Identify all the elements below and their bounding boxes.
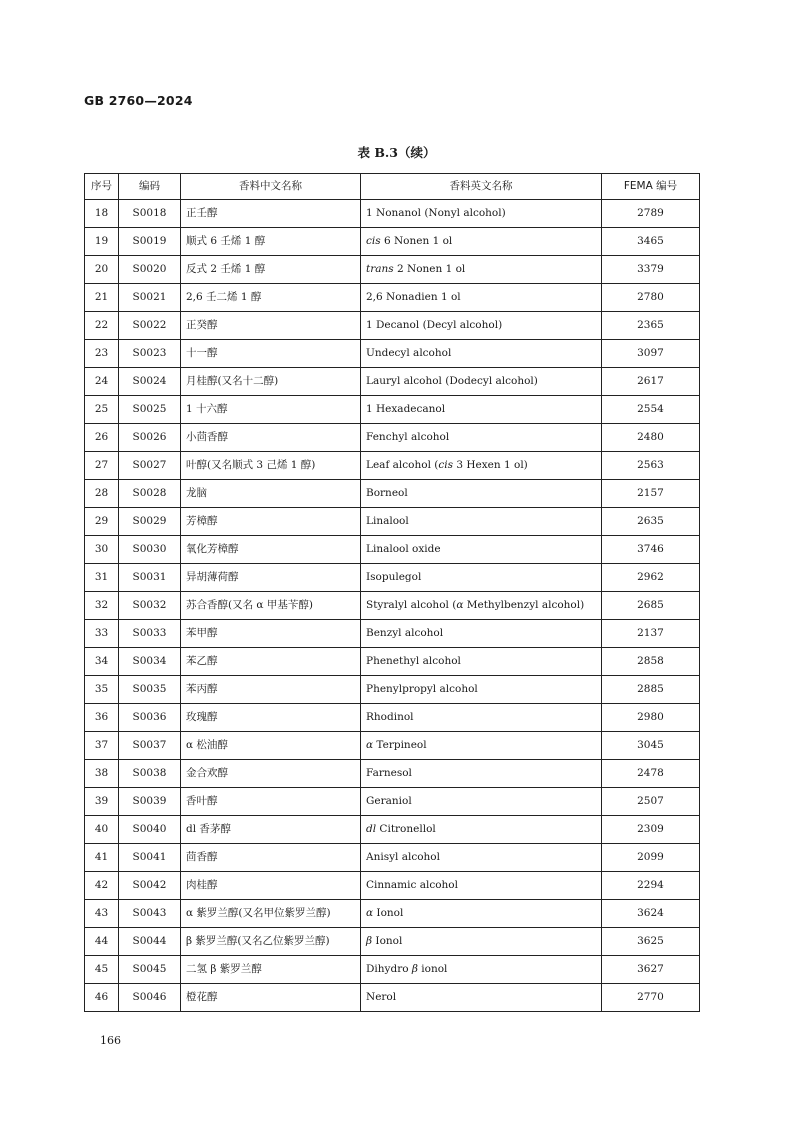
row-number: 44 (85, 928, 119, 956)
row-number: 27 (85, 452, 119, 480)
row-code: S0021 (119, 284, 181, 312)
english-name-segment: Styralyl alcohol ( (366, 599, 457, 611)
row-chinese-name: 1 十六醇 (181, 396, 361, 424)
row-chinese-name: 小茴香醇 (181, 424, 361, 452)
row-chinese-name: 肉桂醇 (181, 872, 361, 900)
row-number: 40 (85, 816, 119, 844)
row-chinese-name: 叶醇(又名顺式 3 己烯 1 醇) (181, 452, 361, 480)
english-name-segment: cis (438, 459, 454, 471)
row-number: 43 (85, 900, 119, 928)
row-english-name (361, 312, 602, 340)
row-fema-number: 2885 (602, 676, 700, 704)
row-number: 34 (85, 648, 119, 676)
table-row (85, 620, 700, 648)
standard-code: GB 2760—2024 (84, 93, 193, 108)
row-fema-number: 3097 (602, 340, 700, 368)
col-header-fema: FEMA 编号 (602, 174, 700, 200)
table-row (85, 648, 700, 676)
row-chinese-name: 苯甲醇 (181, 620, 361, 648)
table-row (85, 956, 700, 984)
row-chinese-name: 反式 2 壬烯 1 醇 (181, 256, 361, 284)
row-fema-number: 2507 (602, 788, 700, 816)
row-number: 45 (85, 956, 119, 984)
row-fema-number: 2294 (602, 872, 700, 900)
row-english-name (361, 452, 602, 480)
table-row (85, 760, 700, 788)
table-title: 表 B.3（续） (357, 145, 436, 160)
row-english-name (361, 648, 602, 676)
row-fema-number: 3625 (602, 928, 700, 956)
row-code: S0034 (119, 648, 181, 676)
row-chinese-name: 正癸醇 (181, 312, 361, 340)
row-code: S0037 (119, 732, 181, 760)
row-number: 30 (85, 536, 119, 564)
table-row (85, 536, 700, 564)
row-chinese-name: 苯丙醇 (181, 676, 361, 704)
row-english-name (361, 844, 602, 872)
english-name-segment: Dihydro (366, 963, 412, 975)
row-number: 31 (85, 564, 119, 592)
english-name-segment: α (366, 739, 374, 751)
table-row (85, 564, 700, 592)
row-chinese-name: 龙脑 (181, 480, 361, 508)
row-english-name (361, 424, 602, 452)
english-name-segment: β (366, 935, 373, 947)
english-name-segment: Geraniol (366, 795, 412, 807)
english-name-segment: Ionol (372, 935, 403, 947)
row-number: 20 (85, 256, 119, 284)
english-name-segment: Leaf alcohol ( (366, 459, 439, 471)
row-number: 28 (85, 480, 119, 508)
english-name-segment: Rhodinol (366, 711, 414, 723)
row-code: S0025 (119, 396, 181, 424)
row-english-name (361, 676, 602, 704)
row-chinese-name: 茴香醇 (181, 844, 361, 872)
row-number: 23 (85, 340, 119, 368)
row-code: S0018 (119, 200, 181, 228)
table-row (85, 312, 700, 340)
row-number: 41 (85, 844, 119, 872)
row-english-name (361, 900, 602, 928)
row-code: S0040 (119, 816, 181, 844)
row-english-name (361, 256, 602, 284)
table-row (85, 284, 700, 312)
english-name-segment: 1 Nonanol (Nonyl alcohol) (366, 207, 506, 219)
flavor-table (84, 173, 700, 1012)
row-fema-number: 3627 (602, 956, 700, 984)
table-row (85, 900, 700, 928)
row-number: 38 (85, 760, 119, 788)
row-fema-number: 2617 (602, 368, 700, 396)
row-number: 35 (85, 676, 119, 704)
col-header-english-name: 香料英文名称 (361, 174, 602, 200)
row-fema-number: 2365 (602, 312, 700, 340)
col-header-code: 编码 (119, 174, 181, 200)
table-row (85, 424, 700, 452)
row-english-name (361, 200, 602, 228)
row-chinese-name: α 松油醇 (181, 732, 361, 760)
row-code: S0035 (119, 676, 181, 704)
english-name-segment: 3 Hexen 1 ol) (453, 459, 528, 471)
row-english-name (361, 984, 602, 1012)
row-english-name (361, 480, 602, 508)
row-chinese-name: dl 香茅醇 (181, 816, 361, 844)
row-code: S0029 (119, 508, 181, 536)
row-chinese-name: 苯乙醇 (181, 648, 361, 676)
row-fema-number: 2099 (602, 844, 700, 872)
row-code: S0036 (119, 704, 181, 732)
row-code: S0026 (119, 424, 181, 452)
english-name-segment: Ionol (373, 907, 404, 919)
row-english-name (361, 564, 602, 592)
row-chinese-name: 顺式 6 壬烯 1 醇 (181, 228, 361, 256)
row-code: S0043 (119, 900, 181, 928)
row-fema-number: 3045 (602, 732, 700, 760)
row-english-name (361, 508, 602, 536)
row-fema-number: 2780 (602, 284, 700, 312)
row-code: S0031 (119, 564, 181, 592)
table-row (85, 200, 700, 228)
row-fema-number: 2480 (602, 424, 700, 452)
english-name-segment: Farnesol (366, 767, 412, 779)
row-english-name (361, 816, 602, 844)
row-fema-number: 2962 (602, 564, 700, 592)
english-name-segment: trans (366, 263, 394, 275)
table-row (85, 788, 700, 816)
row-chinese-name: 苏合香醇(又名 α 甲基苄醇) (181, 592, 361, 620)
row-chinese-name: 金合欢醇 (181, 760, 361, 788)
row-fema-number: 2478 (602, 760, 700, 788)
english-name-segment: α (366, 907, 374, 919)
row-fema-number: 2309 (602, 816, 700, 844)
row-english-name (361, 396, 602, 424)
row-code: S0024 (119, 368, 181, 396)
table-row (85, 928, 700, 956)
row-number: 22 (85, 312, 119, 340)
english-name-segment: 1 Decanol (Decyl alcohol) (366, 319, 503, 331)
row-number: 46 (85, 984, 119, 1012)
table-row (85, 452, 700, 480)
english-name-segment: Anisyl alcohol (366, 851, 440, 863)
english-name-segment: Benzyl alcohol (366, 627, 444, 639)
english-name-segment: Fenchyl alcohol (366, 431, 450, 443)
row-code: S0045 (119, 956, 181, 984)
row-english-name (361, 788, 602, 816)
row-fema-number: 3465 (602, 228, 700, 256)
row-fema-number: 2554 (602, 396, 700, 424)
english-name-segment: 2 Nonen 1 ol (393, 263, 466, 275)
row-number: 18 (85, 200, 119, 228)
page-number: 166 (100, 1034, 121, 1047)
row-fema-number: 2685 (602, 592, 700, 620)
table-row (85, 340, 700, 368)
english-name-segment: Phenethyl alcohol (366, 655, 461, 667)
row-number: 37 (85, 732, 119, 760)
col-header-number: 序号 (85, 174, 119, 200)
table-row (85, 228, 700, 256)
row-english-name (361, 956, 602, 984)
row-chinese-name: 异胡薄荷醇 (181, 564, 361, 592)
english-name-segment: Borneol (366, 487, 408, 499)
row-chinese-name: 橙花醇 (181, 984, 361, 1012)
row-number: 32 (85, 592, 119, 620)
table-row (85, 256, 700, 284)
row-fema-number: 2980 (602, 704, 700, 732)
row-fema-number: 3624 (602, 900, 700, 928)
row-fema-number: 2137 (602, 620, 700, 648)
table-row (85, 676, 700, 704)
row-code: S0042 (119, 872, 181, 900)
english-name-segment: Isopulegol (366, 571, 422, 583)
row-english-name (361, 732, 602, 760)
row-chinese-name: 十一醇 (181, 340, 361, 368)
row-chinese-name: 氧化芳樟醇 (181, 536, 361, 564)
english-name-segment: cis (366, 235, 381, 247)
table-row (85, 872, 700, 900)
row-number: 36 (85, 704, 119, 732)
row-fema-number: 2157 (602, 480, 700, 508)
col-header-chinese-name: 香料中文名称 (181, 174, 361, 200)
english-name-segment: Cinnamic alcohol (366, 879, 458, 891)
row-number: 21 (85, 284, 119, 312)
table-row (85, 844, 700, 872)
table-row (85, 704, 700, 732)
row-fema-number: 2563 (602, 452, 700, 480)
row-fema-number: 3746 (602, 536, 700, 564)
english-name-segment: Linalool oxide (366, 543, 441, 555)
english-name-segment: Linalool (366, 515, 409, 527)
row-english-name (361, 340, 602, 368)
table-row (85, 508, 700, 536)
english-name-segment: 1 Hexadecanol (366, 403, 446, 415)
english-name-segment: Lauryl alcohol (Dodecyl alcohol) (366, 375, 538, 387)
row-chinese-name: 正壬醇 (181, 200, 361, 228)
english-name-segment: Phenylpropyl alcohol (366, 683, 478, 695)
english-name-segment: β (411, 963, 418, 975)
row-english-name (361, 592, 602, 620)
table-row (85, 984, 700, 1012)
row-chinese-name: 二氢 β 紫罗兰醇 (181, 956, 361, 984)
row-fema-number: 2770 (602, 984, 700, 1012)
row-code: S0028 (119, 480, 181, 508)
english-name-segment: ionol (417, 963, 448, 975)
row-number: 19 (85, 228, 119, 256)
row-fema-number: 2858 (602, 648, 700, 676)
row-code: S0027 (119, 452, 181, 480)
row-code: S0038 (119, 760, 181, 788)
row-english-name (361, 760, 602, 788)
row-number: 39 (85, 788, 119, 816)
row-chinese-name: α 紫罗兰醇(又名甲位紫罗兰醇) (181, 900, 361, 928)
row-code: S0023 (119, 340, 181, 368)
row-code: S0019 (119, 228, 181, 256)
table-header-row (85, 174, 700, 200)
row-english-name (361, 704, 602, 732)
row-chinese-name: 玫瑰醇 (181, 704, 361, 732)
row-number: 33 (85, 620, 119, 648)
row-english-name (361, 368, 602, 396)
english-name-segment: Undecyl alcohol (366, 347, 452, 359)
row-fema-number: 2789 (602, 200, 700, 228)
row-chinese-name: 月桂醇(又名十二醇) (181, 368, 361, 396)
row-code: S0030 (119, 536, 181, 564)
row-number: 29 (85, 508, 119, 536)
row-chinese-name: β 紫罗兰醇(又名乙位紫罗兰醇) (181, 928, 361, 956)
row-number: 42 (85, 872, 119, 900)
row-code: S0046 (119, 984, 181, 1012)
english-name-segment: α (456, 599, 464, 611)
english-name-segment: Methylbenzyl alcohol) (463, 599, 585, 611)
row-code: S0032 (119, 592, 181, 620)
table-row (85, 816, 700, 844)
row-number: 24 (85, 368, 119, 396)
row-english-name (361, 620, 602, 648)
row-fema-number: 2635 (602, 508, 700, 536)
row-code: S0044 (119, 928, 181, 956)
row-english-name (361, 872, 602, 900)
table-row (85, 732, 700, 760)
row-fema-number: 3379 (602, 256, 700, 284)
row-code: S0020 (119, 256, 181, 284)
row-chinese-name: 芳樟醇 (181, 508, 361, 536)
row-number: 26 (85, 424, 119, 452)
english-name-segment: 2,6 Nonadien 1 ol (366, 291, 461, 303)
row-chinese-name: 2,6 壬二烯 1 醇 (181, 284, 361, 312)
row-english-name (361, 928, 602, 956)
row-english-name (361, 284, 602, 312)
english-name-segment: Citronellol (376, 823, 436, 835)
table-row (85, 396, 700, 424)
row-code: S0033 (119, 620, 181, 648)
row-number: 25 (85, 396, 119, 424)
table-row (85, 480, 700, 508)
row-code: S0041 (119, 844, 181, 872)
english-name-segment: Nerol (366, 991, 397, 1003)
table-row (85, 592, 700, 620)
row-english-name (361, 228, 602, 256)
english-name-segment: dl (366, 823, 377, 835)
row-english-name (361, 536, 602, 564)
row-chinese-name: 香叶醇 (181, 788, 361, 816)
row-code: S0022 (119, 312, 181, 340)
english-name-segment: Terpineol (373, 739, 427, 751)
english-name-segment: 6 Nonen 1 ol (380, 235, 453, 247)
table-row (85, 368, 700, 396)
row-code: S0039 (119, 788, 181, 816)
